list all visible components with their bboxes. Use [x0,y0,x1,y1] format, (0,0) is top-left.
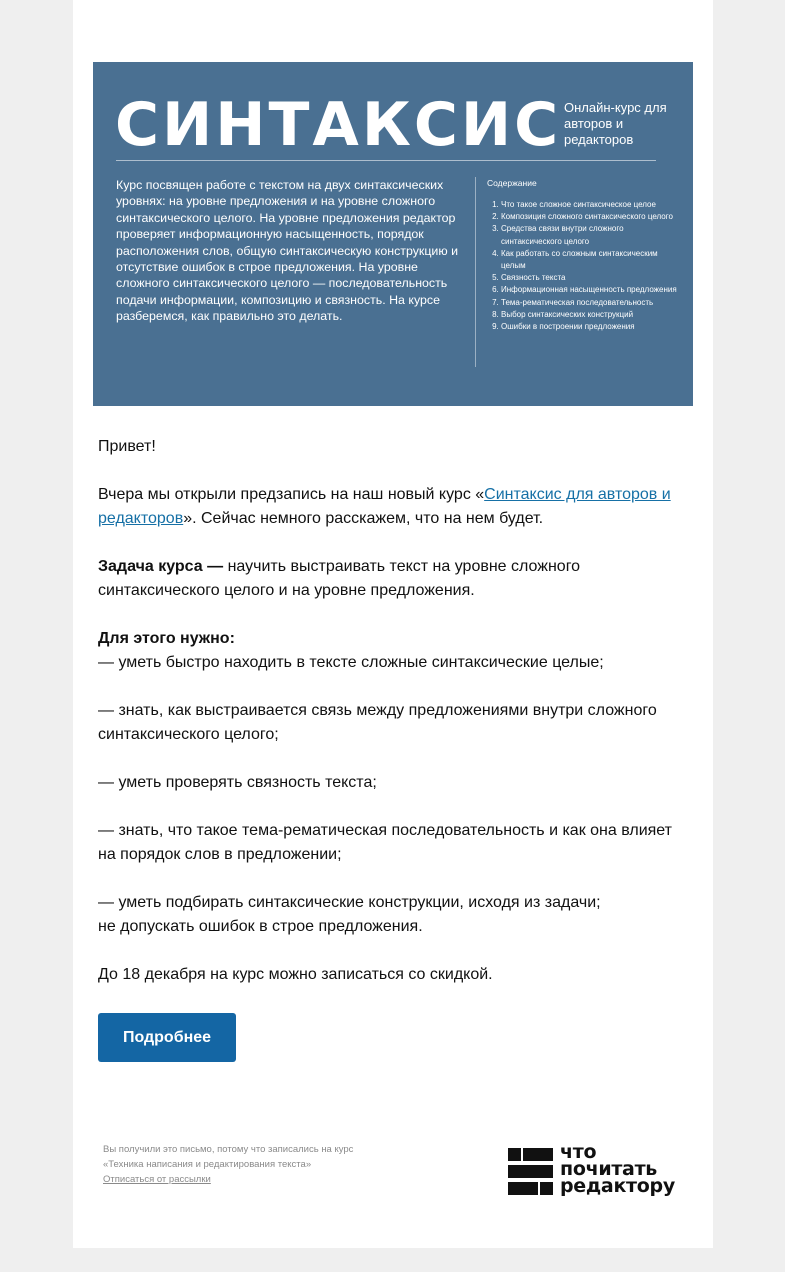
logo-mark-icon [508,1148,553,1195]
banner-subtitle: Онлайн-курс для авторов и редакторов [564,100,667,147]
need-item: — уметь подбирать синтаксические конструкции, исходя из задачи; [98,894,601,911]
toc-item: 2. Композиция сложного синтаксического целого [501,211,681,223]
need-item-paragraph [98,891,688,939]
toc-item: 6. Информационная насыщенность предложения [501,284,681,296]
need-paragraph [98,627,688,675]
toc-item: 7. Тема-рематическая последовательность [501,297,681,309]
task-paragraph [98,555,688,603]
more-button[interactable]: Подробнее [98,1013,236,1062]
logo[interactable] [508,1141,688,1198]
toc-list [487,199,681,333]
banner-divider [116,160,656,161]
banner-description: Курс посвящен работе с текстом на двух синтаксических уровнях: на уровне предложения и на уровне сложного синтаксического целого. На уровне предложения редактор проверяет информационную насыщенность, порядок расположения слов, общую синтаксическую конструкцию и отсутствие ошибок в строе предложения. На уровне сложного синтаксического целого — последовательность подачи информации, композицию и связность. На курсе разберемся, как правильно это делать. [116,178,459,324]
toc-item: 4. Как работать со сложным синтаксическим целым [501,248,681,272]
greeting: Привет! [98,438,156,455]
email-card [73,0,713,1248]
need-item: — знать, что такое тема-рематическая последовательность и как она влияет на порядок слов в предложении; [98,822,672,863]
task-text: научить выстраивать текст на уровне сложного синтаксического целого и на уровне предложения. [98,558,581,599]
footer-text [103,1142,403,1187]
toc-item: 3. Средства связи внутри сложного синтаксического целого [501,223,681,247]
logo-line: редактору [560,1175,675,1197]
need-item: не допускать ошибок в строе предложения. [98,918,423,935]
intro-paragraph [98,483,688,531]
toc-item: 5. Связность текста [501,272,681,284]
intro-text-after: ». Сейчас немного расскажем, что на нем будет. [183,510,544,527]
need-label: Для этого нужно: [98,630,235,647]
discount-text: До 18 декабря на курс можно записаться со скидкой. [98,966,493,983]
toc-heading: Содержание [487,178,537,188]
email-body [98,435,688,1011]
footer-line: Вы получили это письмо, потому что записались на курс [103,1144,354,1155]
unsubscribe-link[interactable]: Отписаться от рассылки [103,1174,211,1185]
toc-item: 9. Ошибки в построении предложения [501,321,681,333]
need-item: — знать, как выстраивается связь между предложениями внутри сложного синтаксического целого; [98,702,657,743]
logo-line: что [560,1141,597,1163]
task-label: Задача курса — [98,558,224,575]
logo-text [560,1141,675,1197]
course-link[interactable]: Синтаксис для авторов и редакторов [98,486,671,527]
toc-item: 8. Выбор синтаксических конструкций [501,309,681,321]
need-item: — уметь проверять связность текста; [98,774,377,791]
intro-text-before: Вчера мы открыли предзапись на наш новый курс « [98,486,485,503]
banner-title: СИНТАКСИС [115,90,562,160]
banner-vertical-divider [475,177,476,367]
logo-line: почитать [560,1158,657,1180]
course-banner[interactable] [93,62,693,406]
need-item: — уметь быстро находить в тексте сложные синтаксические целые; [98,654,604,671]
footer-line: «Техника написания и редактирования текста» [103,1159,312,1170]
toc-item: 1. Что такое сложное синтаксическое целое [501,199,681,211]
